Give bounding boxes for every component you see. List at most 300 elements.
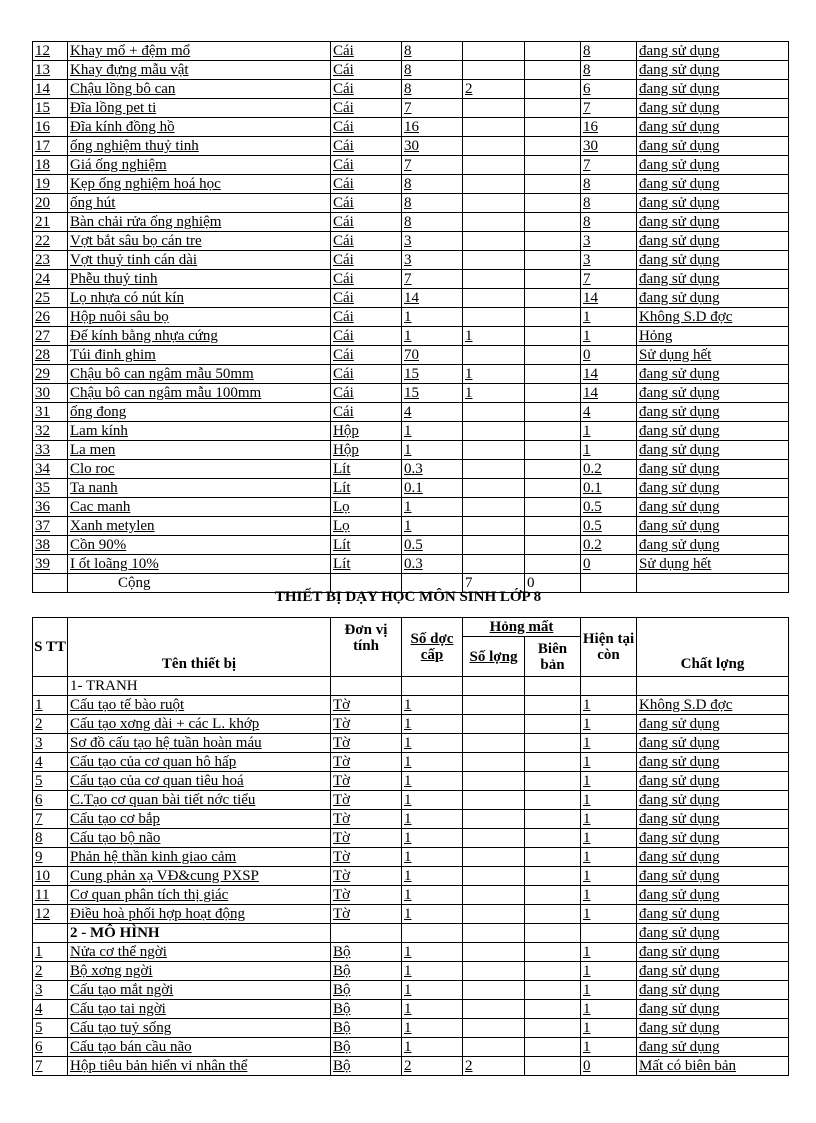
table-cell: C.Tạo cơ quan bài tiết nớc tiểu: [68, 791, 331, 810]
header-unit: Đơn vị tính: [331, 618, 402, 677]
table-cell: [463, 867, 525, 886]
table-cell: [463, 715, 525, 734]
table-cell: 0: [581, 555, 637, 574]
table-cell: Cac manh: [68, 498, 331, 517]
table-cell: [525, 981, 581, 1000]
table-row: [33, 829, 789, 848]
table-cell: [525, 384, 581, 403]
table-cell: 14: [402, 289, 463, 308]
table-cell: [525, 61, 581, 80]
table-cell: 1: [402, 829, 463, 848]
table-cell: đang sử dụng: [637, 536, 789, 555]
table-cell: 21: [33, 213, 68, 232]
table-cell: đang sử dụng: [637, 1000, 789, 1019]
table-cell: [463, 156, 525, 175]
equipment-table-continued: [32, 41, 789, 593]
table-cell: [463, 403, 525, 422]
table-cell: Cái: [331, 99, 402, 118]
table-cell: [463, 810, 525, 829]
table-cell: [525, 943, 581, 962]
table-cell: 0: [581, 1057, 637, 1076]
table-cell: 7: [402, 270, 463, 289]
table-cell: Bộ xơng ngời: [68, 962, 331, 981]
table-cell: [525, 886, 581, 905]
table-cell: 1: [402, 848, 463, 867]
table-cell: [525, 137, 581, 156]
table-cell: 3: [581, 232, 637, 251]
table-cell: [463, 753, 525, 772]
table-cell: [463, 943, 525, 962]
table-cell: 7: [581, 99, 637, 118]
table-cell: 1: [402, 517, 463, 536]
table-cell: đang sử dụng: [637, 791, 789, 810]
table-cell: Khay mổ + đệm mổ: [68, 42, 331, 61]
table-cell: Túi đinh ghim: [68, 346, 331, 365]
table-row: [33, 905, 789, 924]
table-cell: 15: [402, 384, 463, 403]
table-cell: Tờ: [331, 905, 402, 924]
table-cell: đang sử dụng: [637, 61, 789, 80]
table-cell: 1: [402, 441, 463, 460]
table-cell: 1: [402, 1019, 463, 1038]
table-cell: 36: [33, 498, 68, 517]
table-row: [33, 498, 789, 517]
table-cell: 35: [33, 479, 68, 498]
table-cell: Vợt bắt sâu bọ cán tre: [68, 232, 331, 251]
table-cell: 8: [581, 213, 637, 232]
table-cell: 0.3: [402, 555, 463, 574]
table-cell: 70: [402, 346, 463, 365]
header-damaged-specimen: Biên bản: [525, 637, 581, 677]
table-cell: [525, 924, 581, 943]
table-cell: [463, 175, 525, 194]
table-cell: 1: [581, 422, 637, 441]
table-cell: đang sử dụng: [637, 232, 789, 251]
table-cell: đang sử dụng: [637, 962, 789, 981]
table-cell: 1: [581, 943, 637, 962]
table-cell: Cấu tạo tuỷ sống: [68, 1019, 331, 1038]
table-cell: Cấu tạo bán cầu não: [68, 1038, 331, 1057]
table-cell: Sử dụng hết: [637, 346, 789, 365]
table-cell: 17: [33, 137, 68, 156]
table-cell: 11: [33, 886, 68, 905]
table-row: [33, 772, 789, 791]
table-cell: [525, 1000, 581, 1019]
table-cell: 15: [402, 365, 463, 384]
table-row: [33, 460, 789, 479]
table-cell: [525, 1019, 581, 1038]
table-row: [33, 308, 789, 327]
table-cell: [581, 924, 637, 943]
table-cell: 30: [33, 384, 68, 403]
table-cell: 34: [33, 460, 68, 479]
table-cell: Cái: [331, 327, 402, 346]
table-cell: [525, 441, 581, 460]
table-cell: 1: [463, 327, 525, 346]
table-cell: đang sử dụng: [637, 829, 789, 848]
table-cell: 1: [581, 810, 637, 829]
table-cell: đang sử dụng: [637, 886, 789, 905]
biology-grade8-equipment-table: [32, 617, 789, 1076]
table-cell: 1: [402, 791, 463, 810]
table-cell: [525, 80, 581, 99]
table-cell: 12: [33, 905, 68, 924]
table-cell: 14: [581, 365, 637, 384]
table-cell: [525, 99, 581, 118]
table-cell: 8: [402, 80, 463, 99]
table-cell: 16: [402, 118, 463, 137]
table-cell: 2: [463, 80, 525, 99]
table-cell: [463, 981, 525, 1000]
table-cell: Tờ: [331, 810, 402, 829]
table-cell: 1: [581, 441, 637, 460]
table-cell: [463, 555, 525, 574]
table-cell: [525, 308, 581, 327]
table-cell: Bàn chải rửa ống nghiệm: [68, 213, 331, 232]
table-cell: 1: [581, 1000, 637, 1019]
table-cell: Cái: [331, 80, 402, 99]
table-cell: 6: [33, 791, 68, 810]
table-cell: [525, 346, 581, 365]
table-cell: 3: [33, 981, 68, 1000]
table-cell: [463, 270, 525, 289]
table-row: [33, 156, 789, 175]
table-cell: Sử dụng hết: [637, 555, 789, 574]
table-cell: 18: [33, 156, 68, 175]
table-cell: 1: [402, 905, 463, 924]
table-cell: đang sử dụng: [637, 517, 789, 536]
table-cell: Tờ: [331, 734, 402, 753]
table-row: [33, 213, 789, 232]
table-cell: Bộ: [331, 1038, 402, 1057]
table-row: [33, 962, 789, 981]
table2-body: [33, 677, 789, 1076]
table-cell: [463, 99, 525, 118]
table-cell: Chậu lồng bô can: [68, 80, 331, 99]
table-cell: 1: [581, 867, 637, 886]
table-cell: 2: [463, 1057, 525, 1076]
table-cell: Lít: [331, 536, 402, 555]
table-cell: ống nghiệm thuỷ tinh: [68, 137, 331, 156]
table-row: [33, 137, 789, 156]
table-cell: Điều hoà phối hợp hoạt động: [68, 905, 331, 924]
table-cell: đang sử dụng: [637, 118, 789, 137]
table-cell: 37: [33, 517, 68, 536]
table-cell: [331, 924, 402, 943]
table-cell: Chậu bô can ngâm mẫu 50mm: [68, 365, 331, 384]
table-cell: [463, 772, 525, 791]
table-cell: 1: [581, 753, 637, 772]
table-cell: [463, 791, 525, 810]
table-cell: Cấu tạo tai ngời: [68, 1000, 331, 1019]
table-cell: Khay đựng mẫu vật: [68, 61, 331, 80]
header-supplied: Số dợc cấp: [402, 618, 463, 677]
table-cell: 1: [33, 696, 68, 715]
table-cell: Cấu tạo bộ não: [68, 829, 331, 848]
table-cell: Cái: [331, 175, 402, 194]
table-cell: [331, 677, 402, 696]
table-cell: [525, 517, 581, 536]
table-cell: Cái: [331, 270, 402, 289]
table-row: [33, 981, 789, 1000]
table-cell: [525, 1038, 581, 1057]
table-cell: [463, 308, 525, 327]
table-row: [33, 99, 789, 118]
table-cell: 13: [33, 61, 68, 80]
table-cell: [463, 498, 525, 517]
table-cell: 1: [402, 498, 463, 517]
table-cell: [463, 346, 525, 365]
table-cell: 1: [581, 1038, 637, 1057]
table-cell: 1: [402, 810, 463, 829]
table-row: [33, 403, 789, 422]
table-row: [33, 80, 789, 99]
table-cell: Cái: [331, 213, 402, 232]
table-cell: [463, 232, 525, 251]
table-cell: [525, 848, 581, 867]
table-cell: Cấu tạo cơ bắp: [68, 810, 331, 829]
table-cell: Mất có biên bản: [637, 1057, 789, 1076]
table-cell: Đế kính bằng nhựa cứng: [68, 327, 331, 346]
table-cell: đang sử dụng: [637, 137, 789, 156]
table-cell: Cấu tạo của cơ quan tiêu hoá: [68, 772, 331, 791]
table-cell: [525, 270, 581, 289]
table-cell: Bộ: [331, 962, 402, 981]
table-cell: 9: [33, 848, 68, 867]
table-cell: 0.5: [402, 536, 463, 555]
table-cell: [525, 175, 581, 194]
table-cell: [463, 517, 525, 536]
table-row: [33, 251, 789, 270]
table-cell: 8: [402, 61, 463, 80]
table-cell: [463, 194, 525, 213]
table-cell: 0.5: [581, 517, 637, 536]
table-cell: Tờ: [331, 753, 402, 772]
table-cell: đang sử dụng: [637, 270, 789, 289]
header-stt: S TT: [33, 618, 68, 677]
table-cell: 1: [33, 943, 68, 962]
table-cell: 2: [33, 715, 68, 734]
table-cell: Bộ: [331, 1019, 402, 1038]
table-cell: [463, 962, 525, 981]
table-row: [33, 346, 789, 365]
table-row: [33, 867, 789, 886]
table-cell: đang sử dụng: [637, 194, 789, 213]
table-cell: Cung phản xạ VĐ&cung PXSP: [68, 867, 331, 886]
table-cell: 23: [33, 251, 68, 270]
table-cell: 10: [33, 867, 68, 886]
table-cell: [525, 734, 581, 753]
table-cell: 5: [33, 772, 68, 791]
table-row: [33, 886, 789, 905]
table-cell: 25: [33, 289, 68, 308]
table-cell: 8: [581, 175, 637, 194]
table-cell: 33: [33, 441, 68, 460]
table-cell: 1: [581, 734, 637, 753]
table-row: [33, 42, 789, 61]
table-cell: 1: [581, 696, 637, 715]
table-cell: 7: [402, 156, 463, 175]
table-cell: 8: [581, 194, 637, 213]
table-row: [33, 61, 789, 80]
section-row: [33, 677, 789, 696]
table-cell: đang sử dụng: [637, 715, 789, 734]
table-cell: đang sử dụng: [637, 42, 789, 61]
table-cell: 24: [33, 270, 68, 289]
table-cell: Tờ: [331, 791, 402, 810]
section-label: 2 - MÔ HÌNH: [68, 924, 331, 943]
table-cell: La men: [68, 441, 331, 460]
total-label: Cộng: [68, 574, 331, 593]
table-cell: đang sử dụng: [637, 1038, 789, 1057]
table-cell: 29: [33, 365, 68, 384]
table-cell: 30: [581, 137, 637, 156]
table-cell: đang sử dụng: [637, 810, 789, 829]
table-cell: 1: [581, 327, 637, 346]
table-cell: [525, 365, 581, 384]
table-cell: [525, 715, 581, 734]
table-cell: Cái: [331, 403, 402, 422]
table-cell: 0.3: [402, 460, 463, 479]
table-cell: 32: [33, 422, 68, 441]
table-row: [33, 365, 789, 384]
table-cell: Cấu tạo của cơ quan hô hấp: [68, 753, 331, 772]
table-cell: 1: [463, 365, 525, 384]
table-cell: đang sử dụng: [637, 156, 789, 175]
table-cell: đang sử dụng: [637, 289, 789, 308]
table-cell: Bộ: [331, 1000, 402, 1019]
table-row: [33, 943, 789, 962]
table-cell: [33, 924, 68, 943]
table-cell: 16: [581, 118, 637, 137]
table-cell: đang sử dụng: [637, 422, 789, 441]
table-cell: Tờ: [331, 772, 402, 791]
table-row: [33, 118, 789, 137]
table-cell: 1: [402, 962, 463, 981]
table-cell: Tờ: [331, 829, 402, 848]
table-cell: 1: [463, 384, 525, 403]
table-cell: 1: [402, 715, 463, 734]
table-cell: 38: [33, 536, 68, 555]
table-cell: 3: [402, 251, 463, 270]
table-cell: đang sử dụng: [637, 772, 789, 791]
table-cell: 0.1: [581, 479, 637, 498]
table-cell: [525, 677, 581, 696]
table-row: [33, 734, 789, 753]
table-cell: Bộ: [331, 1057, 402, 1076]
table-cell: đang sử dụng: [637, 213, 789, 232]
table-cell: 5: [33, 1019, 68, 1038]
table-cell: [463, 905, 525, 924]
table-cell: [463, 460, 525, 479]
table-cell: đang sử dụng: [637, 753, 789, 772]
table-cell: 1: [402, 308, 463, 327]
table-row: [33, 1038, 789, 1057]
header-damaged: Hỏng mất: [463, 618, 581, 637]
table-cell: đang sử dụng: [637, 498, 789, 517]
table-cell: 1: [402, 1000, 463, 1019]
table-cell: [525, 791, 581, 810]
table-cell: [525, 213, 581, 232]
table-cell: 1: [581, 715, 637, 734]
table-cell: Phản hệ thần kinh giao cảm: [68, 848, 331, 867]
table-cell: 7: [402, 99, 463, 118]
table-cell: 1: [581, 905, 637, 924]
header-current: Hiện tại còn: [581, 618, 637, 677]
table-row: [33, 270, 789, 289]
table-cell: 1: [402, 327, 463, 346]
section-quality: đang sử dụng: [637, 924, 789, 943]
table-cell: 15: [33, 99, 68, 118]
table-cell: 4: [33, 1000, 68, 1019]
table-cell: đang sử dụng: [637, 734, 789, 753]
table-cell: Bộ: [331, 981, 402, 1000]
table-cell: 4: [402, 403, 463, 422]
table-cell: 39: [33, 555, 68, 574]
table-cell: Tờ: [331, 715, 402, 734]
table-cell: Hộp: [331, 422, 402, 441]
table-cell: đang sử dụng: [637, 99, 789, 118]
table-cell: Cái: [331, 346, 402, 365]
table1-body: [33, 42, 789, 593]
table-cell: 3: [581, 251, 637, 270]
table-cell: đang sử dụng: [637, 867, 789, 886]
table-row: [33, 289, 789, 308]
table-row: [33, 555, 789, 574]
table-cell: 1: [402, 696, 463, 715]
table-cell: [463, 1019, 525, 1038]
table-cell: 12: [33, 42, 68, 61]
section-title: THIẾT BỊ DẠY HỌC MÔN SINH LỚP 8: [274, 589, 542, 605]
table-cell: đang sử dụng: [637, 479, 789, 498]
table-cell: 0.5: [581, 498, 637, 517]
table-cell: [463, 1038, 525, 1057]
table-cell: 28: [33, 346, 68, 365]
table-cell: Kẹp ống nghiệm hoá học: [68, 175, 331, 194]
section-row: [33, 924, 789, 943]
table-row: [33, 1000, 789, 1019]
table-cell: [525, 555, 581, 574]
table-cell: [463, 696, 525, 715]
table-cell: Không S.D đợc: [637, 696, 789, 715]
table-cell: Lam kính: [68, 422, 331, 441]
table-cell: 26: [33, 308, 68, 327]
table-cell: 1: [402, 1038, 463, 1057]
table-cell: Đĩa lồng pet ti: [68, 99, 331, 118]
table-cell: 6: [581, 80, 637, 99]
table-row: [33, 848, 789, 867]
table-cell: [463, 441, 525, 460]
table-cell: Tờ: [331, 886, 402, 905]
table-cell: [525, 232, 581, 251]
table-cell: 0: [581, 346, 637, 365]
table-cell: [525, 479, 581, 498]
table-cell: Hộp nuôi sâu bọ: [68, 308, 331, 327]
table-row: [33, 536, 789, 555]
table-cell: Cái: [331, 308, 402, 327]
table-cell: [463, 137, 525, 156]
table-cell: đang sử dụng: [637, 251, 789, 270]
table-cell: I ốt loãng 10%: [68, 555, 331, 574]
table-cell: Cái: [331, 42, 402, 61]
table-cell: 2: [33, 962, 68, 981]
table-cell: [525, 867, 581, 886]
table-row: [33, 696, 789, 715]
table-cell: [525, 536, 581, 555]
table-cell: Cái: [331, 156, 402, 175]
table-cell: [463, 677, 525, 696]
table-cell: 1: [581, 772, 637, 791]
